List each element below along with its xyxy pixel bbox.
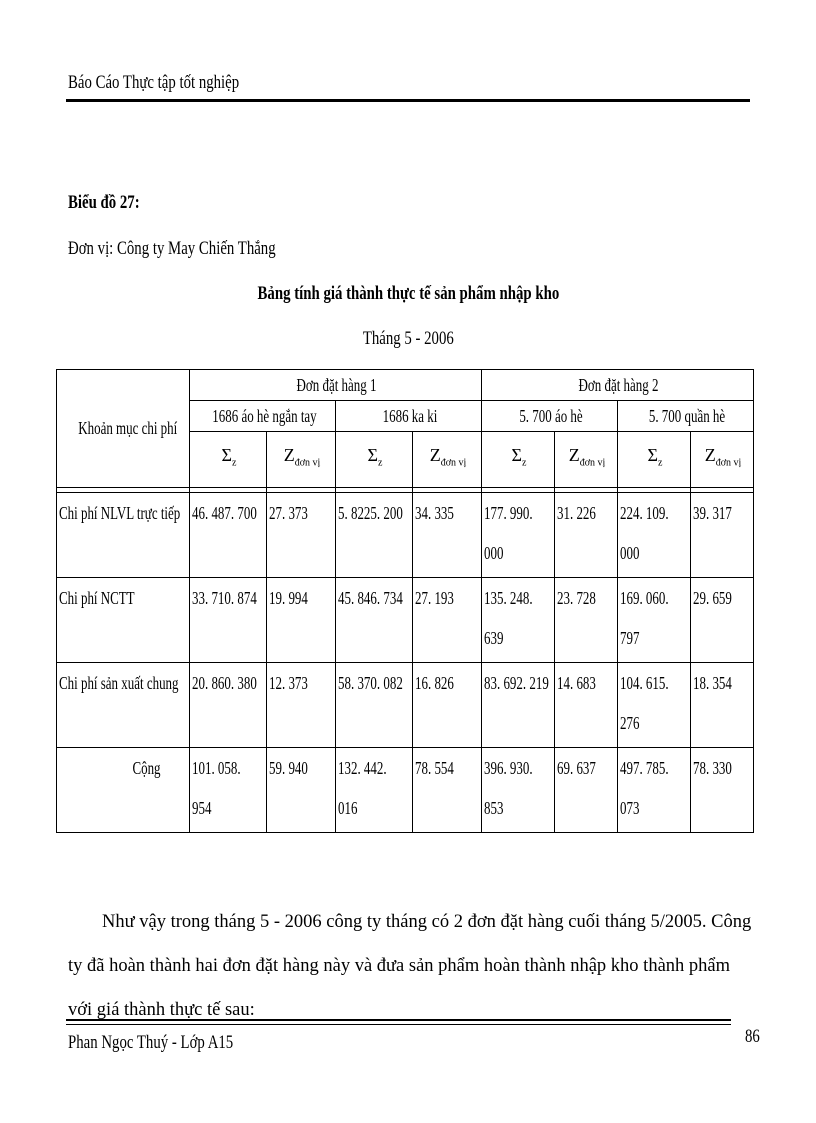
table-cell: 34. 335 bbox=[413, 492, 482, 577]
table-cell: 29. 659 bbox=[691, 577, 754, 662]
table-cell: 101. 058. 954 bbox=[190, 747, 267, 832]
product-header: 5. 700 quần hè bbox=[618, 401, 754, 432]
row-header-cell: Khoản mục chi phí bbox=[57, 370, 190, 488]
table-cell: 20. 860. 380 bbox=[190, 662, 267, 747]
table-row bbox=[57, 492, 754, 577]
header-title: Báo Cáo Thực tập tốt nghiệp bbox=[68, 72, 240, 93]
table-cell: 18. 354 bbox=[691, 662, 754, 747]
body-paragraph: Như vậy trong tháng 5 - 2006 công ty tháng có 2 đơn đặt hàng cuối tháng 5/2005. Công ty đã hoàn thành hai đơn đặt hàng này và đưa sản phẩm hoàn thành nhập kho thành phẩm với giá thành thực tế sau: bbox=[68, 912, 752, 1020]
footer-rule bbox=[66, 1024, 731, 1025]
chart-heading: Biểu đồ 27: bbox=[68, 192, 140, 213]
table-cell: 39. 317 bbox=[691, 492, 754, 577]
table-cell: 19. 994 bbox=[267, 577, 336, 662]
row-label: Chi phí sản xuất chung bbox=[57, 662, 190, 747]
table-cell: 224. 109. 000 bbox=[618, 492, 691, 577]
table-cell: 12. 373 bbox=[267, 662, 336, 747]
z-unit-header: $Z_{đơn vị}$ bbox=[691, 432, 754, 488]
table-cell: 396. 930. 853 bbox=[482, 747, 555, 832]
table-cell: 27. 373 bbox=[267, 492, 336, 577]
table-cell: 45. 846. 734 bbox=[336, 577, 413, 662]
table-cell: 58. 370. 082 bbox=[336, 662, 413, 747]
header-rule bbox=[66, 99, 750, 102]
table-cell: 14. 683 bbox=[555, 662, 618, 747]
table-cell: 5. 8225. 200 bbox=[336, 492, 413, 577]
table-cell: 169. 060. 797 bbox=[618, 577, 691, 662]
table-cell: 104. 615. 276 bbox=[618, 662, 691, 747]
z-unit-header: $Z_{đơn vị}$ bbox=[413, 432, 482, 488]
table-cell: 132. 442. 016 bbox=[336, 747, 413, 832]
table-cell: 46. 487. 700 bbox=[190, 492, 267, 577]
cost-table bbox=[56, 369, 754, 833]
table-row bbox=[57, 662, 754, 747]
table-cell: 23. 728 bbox=[555, 577, 618, 662]
table-cell: 59. 940 bbox=[267, 747, 336, 832]
z-unit-header: $Z_{đơn vị}$ bbox=[555, 432, 618, 488]
table-cell: 33. 710. 874 bbox=[190, 577, 267, 662]
order-2-header: Đơn đặt hàng 2 bbox=[482, 370, 754, 401]
table-cell: 78. 554 bbox=[413, 747, 482, 832]
table-row bbox=[57, 577, 754, 662]
row-label: Chi phí NLVL trực tiếp bbox=[57, 492, 190, 577]
sigma-header: $\Sigma_z$ bbox=[618, 432, 691, 488]
unit-line: Đơn vị: Công ty May Chiến Thắng bbox=[68, 238, 276, 259]
table-cell: 16. 826 bbox=[413, 662, 482, 747]
footer-author: Phan Ngọc Thuý - Lớp A15 bbox=[68, 1032, 234, 1053]
table-cell: 177. 990. 000 bbox=[482, 492, 555, 577]
row-label: Cộng bbox=[57, 747, 190, 832]
sigma-header: $\Sigma_z$ bbox=[482, 432, 555, 488]
product-header: 5. 700 áo hè bbox=[482, 401, 618, 432]
table-cell: 135. 248. 639 bbox=[482, 577, 555, 662]
table-title: Bảng tính giá thành thực tế sản phẩm nhập kho bbox=[257, 283, 559, 304]
table-cell: 78. 330 bbox=[691, 747, 754, 832]
table-cell: 31. 226 bbox=[555, 492, 618, 577]
table-cell: 27. 193 bbox=[413, 577, 482, 662]
table-cell: 69. 637 bbox=[555, 747, 618, 832]
order-1-header: Đơn đặt hàng 1 bbox=[190, 370, 482, 401]
row-label: Chi phí NCTT bbox=[57, 577, 190, 662]
header-row-orders bbox=[57, 370, 754, 401]
z-unit-header: $Z_{đơn vị}$ bbox=[267, 432, 336, 488]
table-cell: 83. 692. 219 bbox=[482, 662, 555, 747]
product-header: 1686 ka ki bbox=[336, 401, 482, 432]
table-row bbox=[57, 747, 754, 832]
sigma-header: $\Sigma_z$ bbox=[336, 432, 413, 488]
sigma-header: $\Sigma_z$ bbox=[190, 432, 267, 488]
table-subtitle: Tháng 5 - 2006 bbox=[362, 328, 454, 349]
footer-rule bbox=[66, 1019, 731, 1021]
page-number: 86 bbox=[745, 1026, 760, 1047]
table-cell: 497. 785. 073 bbox=[618, 747, 691, 832]
product-header: 1686 áo hè ngắn tay bbox=[190, 401, 336, 432]
